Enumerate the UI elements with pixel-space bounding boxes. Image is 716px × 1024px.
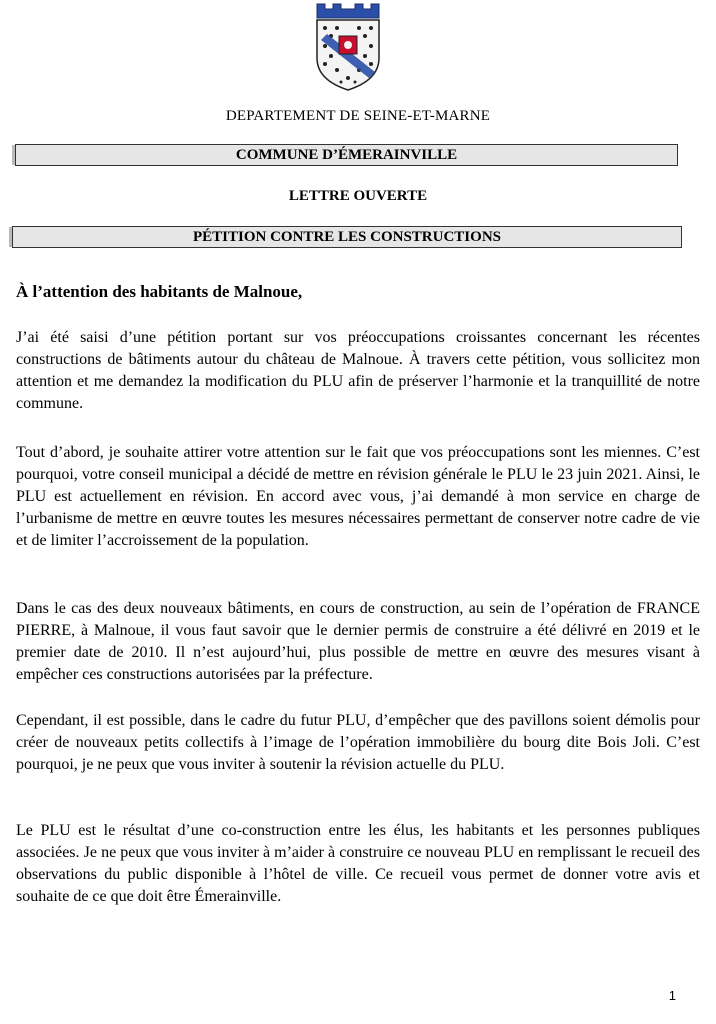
subject-banner: PÉTITION CONTRE LES CONSTRUCTIONS bbox=[12, 226, 682, 248]
letter-type-heading: LETTRE OUVERTE bbox=[288, 188, 428, 204]
department-heading: DEPARTEMENT DE SEINE-ET-MARNE bbox=[225, 108, 491, 124]
commune-banner: COMMUNE D’ÉMERAINVILLE bbox=[15, 144, 678, 166]
paragraph: J’ai été saisi d’une pétition portant sur vos préoccupations croissantes concernant les récentes constructions de bâtiments autour du château de Malnoue. À travers cette pétition, vous sollicitez mon attention et me demandez la modification du PLU afin de préserver l’harmonie et la tranquillité de notre commune. bbox=[16, 329, 700, 412]
salutation: À l’attention des habitants de Malnoue, bbox=[16, 282, 303, 301]
paragraph: Le PLU est le résultat d’une co-construction entre les élus, les habitants et les personnes publiques associées. Je ne peux que vous inviter à m’aider à construire ce nouveau PLU en remplissant le recueil des observations du public disponible à l’hôtel de ville. Ce recueil vous permet de donner votre avis et souhaite de ce que doit être Émerainville. bbox=[16, 822, 700, 905]
paragraph: Dans le cas des deux nouveaux bâtiments, en cours de construction, au sein de l’opération de FRANCE PIERRE, à Malnoue, il vous faut savoir que le dernier permis de construire a été délivré en 2019 et le premier date de 2010. Il n’est aujourd’hui, plus possible de mettre en œuvre des mesures visant à empêcher ces constructions autorisées par la préfecture. bbox=[16, 600, 700, 683]
paragraph: Tout d’abord, je souhaite attirer votre attention sur le fait que vos préoccupations sont les miennes. C’est pourquoi, votre conseil municipal a décidé de mettre en révision générale le PLU le 23 juin 2021. Ainsi, le PLU est actuellement en révision. En accord avec vous, j’ai demandé à mon service en charge de l’urbanisme de mettre en œuvre toutes les mesures nécessaires permettant de conserver notre cadre de vie et de limiter l’accroissement de la population. bbox=[16, 444, 700, 549]
page-number: 1 bbox=[668, 988, 676, 1003]
coat-of-arms-icon bbox=[311, 0, 385, 92]
paragraph: Cependant, il est possible, dans le cadre du futur PLU, d’empêcher que des pavillons soient démolis pour créer de nouveaux petits collectifs à l’image de l’opération immobilière du bourg dite Bois Joli. C’est pourquoi, je ne peux que vous inviter à soutenir la révision actuelle du PLU. bbox=[16, 712, 700, 773]
